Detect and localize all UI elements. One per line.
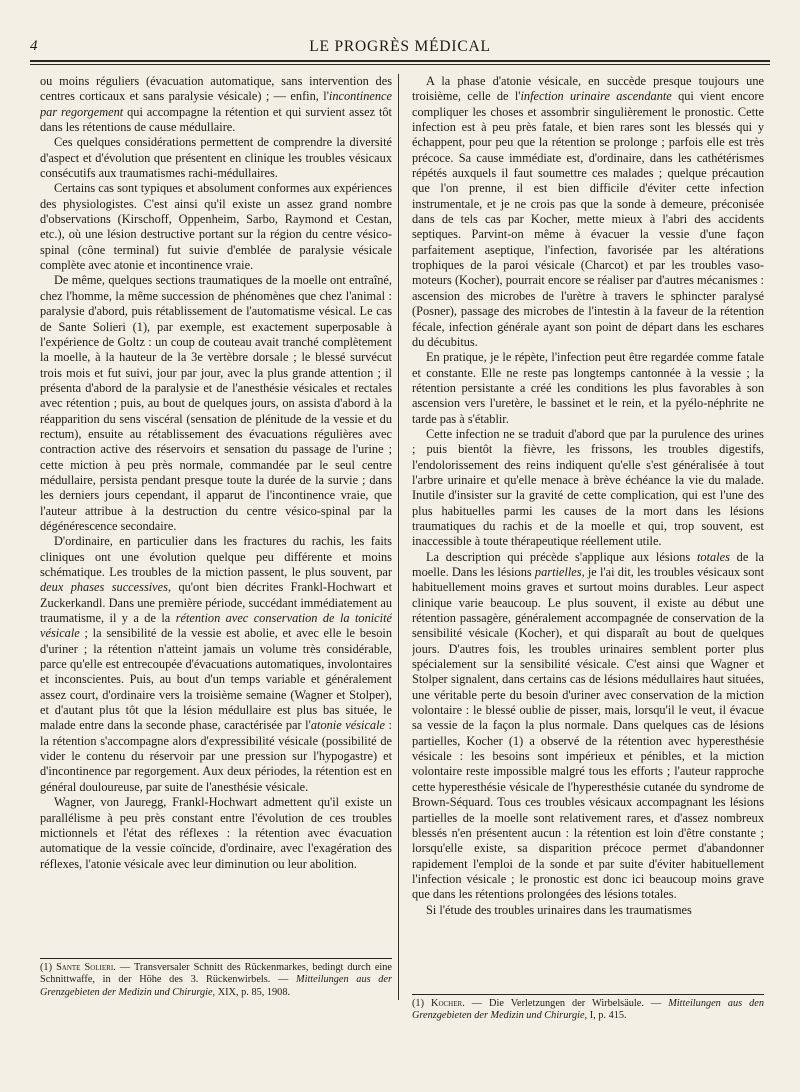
text-run: , je l'ai dit, les troubles vésicaux sont habituellement moins graves et surtout moins durables. Leur aspect clinique varie beaucoup. Le plus souvent, il existe au début une rétention passagère, généralement accompagnée de conservation de la sensibilité vésicale (Kocher), et qui disparaît au bout de quelques jours. D'autres fois, les troubles urinaires semblent porter plus spécialement sur la sensibilité vésicale. C'est ainsi que Wagner et Stolper signalent, dans certains cas de lésions médullaires haut situées, une véritable perte du besoin d'uriner avec conservation de la miction volontaire : le blessé oublie de pisser, mais, lorsqu'il le veut, il évacue sa vessie de la façon la plus normale. Dans quelques cas de lésions partielles, Kocher (1) a observé de la rétention avec hyperesthésie vésicale : les besoins sont impérieux et pénibles, et la miction volontaire reste impossible malgré tous les efforts ; l'auteur rapproche cette hyperesthésie vésicale de l'hyperesthésie cutanée du syndrome de Brown-Séquard. Tous ces troubles vésicaux accompagnant les lésions partielles de la moelle sont relativement rares, et d'assez nombreux blessés n'en présentent aucun : la rétention est loin d'être constante ; lorsqu'elle existe, sa disparition précoce permet d'abandonner rapidement l'emploi de la sonde et par suite d'éviter habituellement l'infection vésicale ; le pronostic est donc ici beaucoup moins grave que dans les rétentions prolongées des lésions totales. bbox=[412, 565, 764, 902]
italic-text: Mitteilungen aus der Grenzgebieten der Medizin und Chirurgie bbox=[40, 974, 393, 998]
text-run: Kocher bbox=[431, 998, 463, 1009]
text-run: D'ordinaire, en particulier dans les fractures du rachis, les faits cliniques ont une évolution quelque peu différente et moins schématique. Les troubles de la miction passent, le plus souvent, par bbox=[40, 534, 392, 579]
column-divider bbox=[398, 74, 399, 1000]
paragraph bbox=[412, 350, 764, 427]
text-run: de la moelle. Dans les lésions bbox=[412, 549, 764, 579]
italic-text: totales bbox=[696, 549, 730, 564]
text-run: Wagner, von Jauregg, Frankl-Hochwart admettent qu'il existe un parallélisme à peu près constant entre l'évolution de ces troubles mictionnels et l'état des réflexes : la rétention avec évacuation automatique de la vessie coïncide, d'ordinaire, avec l'exagération des réflexes, l'atonie vésicale avec leur diminution ou leur abolition. bbox=[40, 795, 392, 871]
text-run: Cette infection ne se traduit d'abord que par la purulence des urines ; puis bientôt la fièvre, les frissons, les troubles digestifs, l'endolorissement des reins indiquent qu'elle s'est généralisée à tout l'arbre urinaire et qu'elle menace à brève échéance la vie du malade. Inutile d'insister sur la gravité de cette complication, qui est l'une des plus habituelles parmi les causes de la mort dans les lésions traumatiques du rachis et de la moelle et qui, trop souvent, est inaccessible à toute thérapeutique réellement utile. bbox=[412, 426, 764, 549]
text-run: ; la sensibilité de la vessie est abolie, et avec elle le besoin d'uriner ; la rétention n'atteint jamais un volume très considérable, parce qu'elle est entrecoupée d'évacuations automatiques, involontaires et inconscientes. Puis, au bout d'un temps variable et généralement assez court, d'ordinaire vers la troisième semaine (Wagner et Stolper), et d'autant plus tôt que la lésion médullaire est plus bas située, le malade entre dans la seconde phase, caractérisée par l' bbox=[40, 626, 392, 733]
italic-text: infection urinaire ascendante bbox=[520, 89, 672, 104]
text-run: De même, quelques sections traumatiques de la moelle ont entraîné, chez l'homme, la même succession de phénomènes que chez l'animal : paralysie d'abord, puis rétablissement de l'automatisme vésical. Le cas de Sante Solieri (1), par exemple, est exactement superposable à l'expérience de Goltz : un coup de couteau avait tranché complètement la moelle, à la hauteur de la 3e vertèbre dorsale ; le blessé survécut trois mois et fut suivi, jour par jour, avec la plus grande attention ; il présenta d'abord de la paralysie et de l'anesthésie vésicales et rectales avec rétention ; puis, au bout de quelques jours, on assista d'abord à la réapparition du sens viscéral (sensation de plénitude de la vessie et du rectum), ensuite au rétablissement des évacuations régulières avec contraction active des réservoirs et sensation du passage de l'urine ; cette miction à peu près normale, commandée par le seul centre médullaire, persista pendant presque toute la durée de la survie ; dans les derniers jours cependant, il apparut de l'incontinence vraie, que l'auteur attribue à la destruction du centre vésico-spinal par la dégénérescence secondaire. bbox=[40, 273, 392, 533]
paragraph bbox=[40, 74, 392, 135]
paragraph bbox=[40, 135, 392, 181]
paragraph bbox=[40, 534, 392, 795]
running-header bbox=[30, 38, 770, 60]
footnote-right bbox=[412, 998, 764, 1023]
right-column bbox=[412, 74, 764, 988]
text-run: Certains cas sont typiques et absolument conformes aux expériences des physiologistes. C'est ainsi qu'il existe un assez grand nombre d'observations (Kirschoff, Oppenheim, Sarbo, Raymond et Cestan, etc.), où une lésion destructive portant sur la région du centre vésico-spinal (cône terminal) fut suivie d'emblée de paralysie vésicale complète avec atonie et incontinence vraie. bbox=[40, 181, 392, 273]
page-number: 4 bbox=[30, 38, 38, 54]
text-run: , qu'ont bien décrites Frankl-Hochwart et Zuckerkandl. Dans une première période, succédant immédiatement au traumatisme, il y a de la bbox=[40, 580, 392, 626]
text-run: qui vient encore compliquer les choses et assombrir singulièrement le pronostic. Cette infection est à peu près fatale, et bien rares sont les blessés qui y échappent, pour peu que la rétention se prolonge ; parfois elle est très précoce. Sa cause immédiate est, d'ordinaire, dans les cathétérismes répétés auxquels il faut soumettre ces malades ; quelque précaution que l'on prenne, il est bien difficile d'éviter cette infection instrumentale, et je ne crois pas que la sonde à demeure, préconisée dans de tels cas par Kocher, mette mieux à l'abri des accidents septiques. Parvint-on même à évacuer la vessie d'une façon parfaitement aseptique, l'infection, favorisée par les altérations trophiques de la paroi vésicale (Charcot) et par les troubles vaso-moteurs (Kocher), pourrait encore se réaliser par d'autres mécanismes : ascension des microbes de l'urètre à travers le sphincter paralysé (Posner), passage des microbes de l'intestin à la faveur de la rétention fécale, infection générale ayant son point de départ dans les eschares du décubitus. bbox=[412, 89, 764, 349]
header-rule-thin bbox=[30, 64, 770, 65]
text-run: , I, p. 415. bbox=[584, 1010, 627, 1022]
paragraph bbox=[412, 74, 764, 350]
italic-text: deux phases successives bbox=[40, 580, 168, 595]
text-run: : la rétention s'accompagne alors d'expressibilité vésicale (possibilité de vider le contenu du réservoir par une pression sur l'hypogastre) et d'incontinence par regorgement. Aux deux périodes, la rétention est en général douloureuse, par suite de l'anesthésie vésicale. bbox=[40, 718, 392, 794]
paragraph bbox=[412, 427, 764, 550]
italic-text: incontinence par regorgement bbox=[40, 89, 392, 119]
text-run: Ces quelques considérations permettent de comprendre la diversité d'aspect et d'évolution que présentent en clinique les troubles vésicaux consécutifs aux traumatismes rachi-médullaires. bbox=[40, 135, 392, 181]
italic-text: atonie vésicale bbox=[310, 718, 385, 733]
text-run: (1) bbox=[40, 962, 57, 973]
text-run: . — Transversaler Schnitt des Rückenmarkes, bedingt durch eine Schnittwaffe, in der Höhe des 3. Rückenwirbels. — bbox=[40, 962, 392, 986]
paragraph bbox=[412, 903, 764, 918]
footnote-rule-right bbox=[412, 994, 764, 995]
text-run: (1) bbox=[412, 998, 432, 1009]
paragraph bbox=[412, 550, 764, 903]
text-run: En pratique, je le répète, l'infection peut être regardée comme fatale et constante. Elle ne reste pas longtemps cantonnée à la vessie ; la rétention persistante a créé les conditions les plus favorables à son ascension vers l'uretère, le bassinet et le rein, et la pyélo-néphrite ne tarde pas à s'établir. bbox=[412, 350, 764, 426]
text-run: qui accompagne la rétention et qui survient assez tôt dans les rétentions de cause médullaire. bbox=[40, 104, 392, 135]
footnote-left bbox=[40, 962, 392, 999]
text-run: ou moins réguliers (évacuation automatique, sans intervention des centres corticaux et sans paralysie vésicale) ; — enfin, l' bbox=[40, 74, 392, 104]
paragraph bbox=[40, 181, 392, 273]
paragraph bbox=[40, 273, 392, 534]
footnote-rule-left bbox=[40, 958, 392, 959]
italic-text: partielles bbox=[534, 565, 582, 579]
text-run: A la phase d'atonie vésicale, en succède presque toujours une troisième, celle de l' bbox=[412, 74, 764, 104]
italic-text: Mitteilungen aus den Grenzgebieten der Medizin und Chirurgie bbox=[412, 998, 765, 1022]
text-run: Sante Solieri bbox=[56, 962, 114, 973]
journal-title: LE PROGRÈS MÉDICAL bbox=[309, 38, 491, 55]
italic-text: rétention avec conservation de la tonicité vésicale bbox=[40, 611, 392, 641]
text-run: La description qui précède s'applique aux lésions bbox=[426, 549, 697, 564]
text-run: Si l'étude des troubles urinaires dans les traumatismes bbox=[426, 902, 692, 917]
left-column bbox=[40, 74, 392, 952]
header-rule-thick bbox=[30, 60, 770, 62]
text-run: , XIX, p. 85, 1908. bbox=[212, 986, 291, 998]
text-run: . — Die Verletzungen der Wirbelsäule. — bbox=[462, 998, 669, 1009]
paragraph bbox=[40, 795, 392, 872]
